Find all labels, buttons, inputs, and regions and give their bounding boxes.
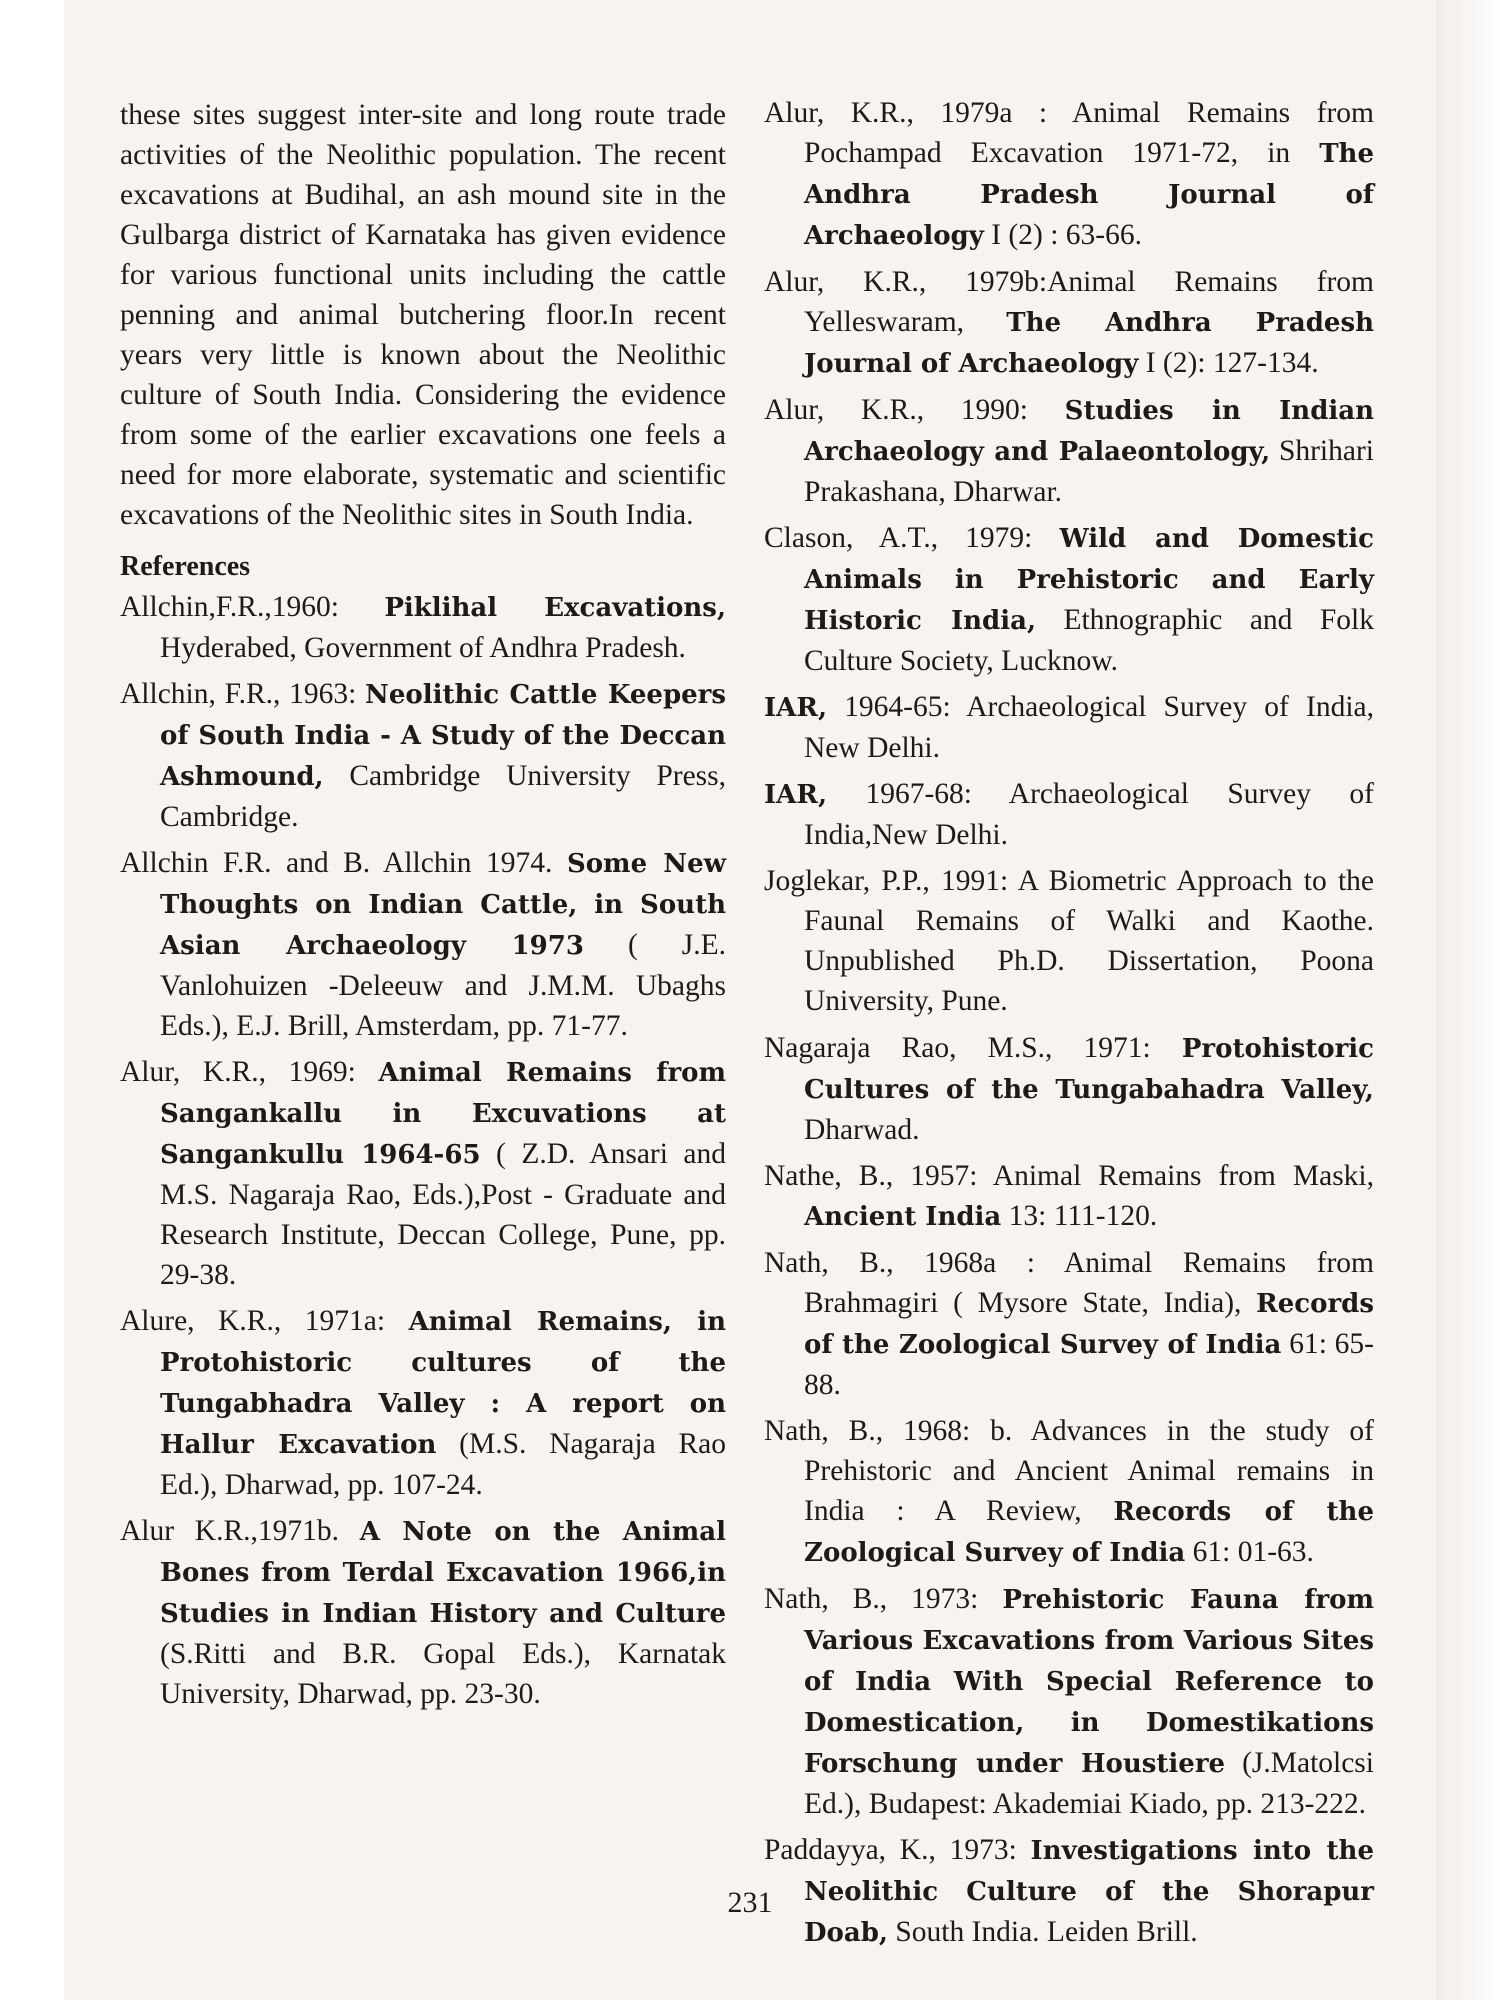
page-edge <box>1436 0 1500 2000</box>
reference-entry: Allchin,F.R.,1960: Piklihal Excavations, Hyderabed, Government of Andhra Pradesh. <box>120 591 726 664</box>
reference-entry: Alur, K.R., 1990: Studies in Indian Archaeology and Palaeontology, Shrihari Prakashana, Dharwar. <box>764 394 1374 508</box>
reference-entry: Nath, B., 1968: b. Advances in the study of Prehistoric and Ancient Animal remains in India : A Review, Records of the Zoological Survey of India 61: 01-63. <box>764 1415 1374 1568</box>
page-number: 231 <box>727 1886 773 1919</box>
right-column <box>764 93 1374 1959</box>
reference-entry: Alur K.R.,1971b. A Note on the Animal Bones from Terdal Excavation 1966,in Studies in Indian History and Culture (S.Ritti and B.R. Gopal Eds.), Karnatak University, Dharwad, pp. 23-30. <box>120 1515 726 1710</box>
reference-entry: Nath, B., 1968a : Animal Remains from Brahmagiri ( Mysore State, India), Records of the Zoological Survey of India 61: 65-88. <box>764 1247 1374 1401</box>
reference-entry: Alur, K.R., 1969: Animal Remains from Sangankallu in Excuvations at Sangankullu 1964-65 ( Z.D. Ansari and M.S. Nagaraja Rao, Eds.),Post - Graduate and Research Institute, Deccan College, Pune, pp. 29-38. <box>120 1056 727 1291</box>
reference-entry: Paddayya, K., 1973: Investigations into the Neolithic Culture of the Shorapur Doab, South India. Leiden Brill. <box>764 1834 1375 1948</box>
reference-entry: IAR, 1967-68: Archaeological Survey of India,New Delhi. <box>764 778 1374 851</box>
reference-entry: IAR, 1964-65: Archaeological Survey of India, New Delhi. <box>764 691 1374 764</box>
references-heading: References <box>120 551 251 582</box>
reference-entry: Nath, B., 1973: Prehistoric Fauna from Various Excavations from Various Sites of India With Special Reference to Domestication, in Domestikations Forschung under Houstiere (J.Matolcsi Ed.), Budapest: Akademiai Kiado, pp. 213-222. <box>764 1583 1375 1820</box>
reference-entry: Joglekar, P.P., 1991: A Biometric Approach to the Faunal Remains of Walki and Kaothe. Unpublished Ph.D. Dissertation, Poona University, Pune. <box>764 865 1374 1017</box>
reference-entry: Allchin, F.R., 1963: Neolithic Cattle Keepers of South India - A Study of the Deccan Ashmound, Cambridge University Press, Cambridge. <box>120 678 726 833</box>
reference-entry: Alure, K.R., 1971a: Animal Remains, in Protohistoric cultures of the Tungabhadra Valley : A report on Hallur Excavation (M.S. Nagaraja Rao Ed.), Dharwad, pp. 107-24. <box>120 1305 726 1501</box>
left-column <box>120 95 726 1720</box>
reference-entry: Nagaraja Rao, M.S., 1971: Protohistoric Cultures of the Tungabahadra Valley, Dharwad. <box>764 1032 1374 1146</box>
reference-entry: Nathe, B., 1957: Animal Remains from Maski, Ancient India 13: 111-120. <box>764 1160 1374 1232</box>
reference-entry: Clason, A.T., 1979: Wild and Domestic Animals in Prehistoric and Early Historic India, Ethnographic and Folk Culture Society, Lucknow. <box>764 522 1374 677</box>
reference-entry: Alur, K.R., 1979a : Animal Remains from Pochampad Excavation 1971-72, in The Andhra Pradesh Journal of Archaeology I (2) : 63-66. <box>764 97 1374 251</box>
intro-paragraph: these sites suggest inter-site and long route trade activities of the Neolithic population. The recent excavations at Budihal, an ash mound site in the Gulbarga district of Karnataka has given evidence for various functional units including the cattle penning and animal butchering floor.In recent years very little is known about the Neolithic culture of South India. Considering the evidence from some of the earlier excavations one feels a need for more elaborate, systematic and scientific excavations of the Neolithic sites in South India. <box>120 99 726 531</box>
reference-entry: Alur, K.R., 1979b:Animal Remains from Yelleswaram, The Andhra Pradesh Journal of Archaeology I (2): 127-134. <box>764 266 1374 379</box>
reference-entry: Allchin F.R. and B. Allchin 1974. Some New Thoughts on Indian Cattle, in South Asian Archaeology 1973 ( J.E. Vanlohuizen -Deleeuw and J.M.M. Ubaghs Eds.), E.J. Brill, Amsterdam, pp. 71-77. <box>120 847 727 1042</box>
